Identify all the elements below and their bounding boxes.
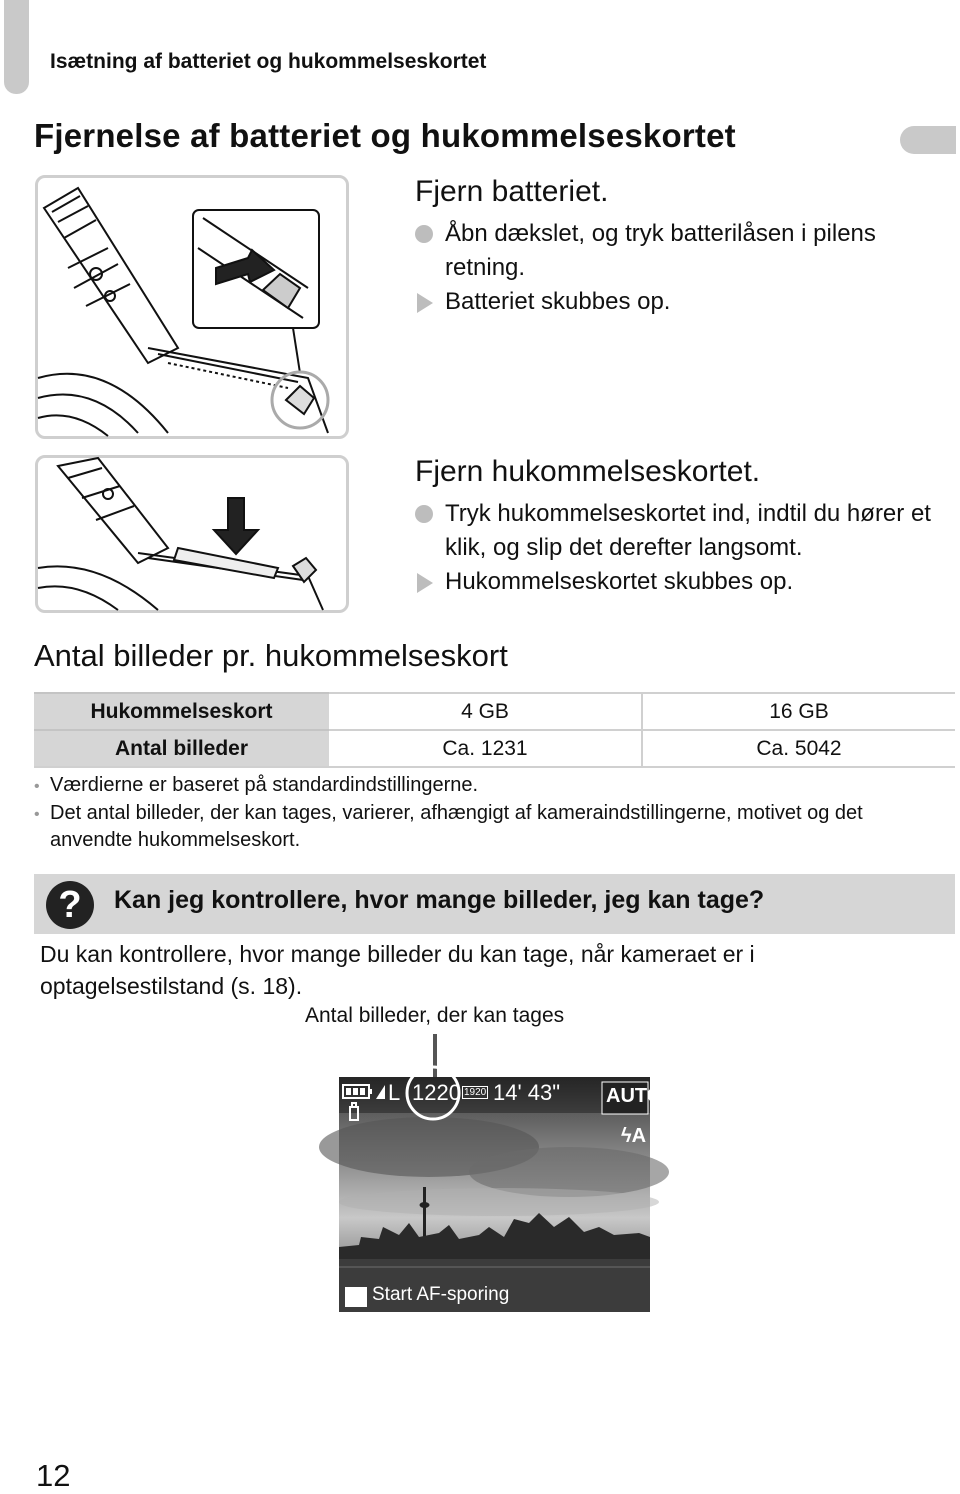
battery-removal-illustration: [35, 175, 349, 439]
table-cell: Ca. 1231: [329, 730, 642, 767]
note-text: Værdierne er baseret på standardindstillingerne.: [50, 774, 479, 796]
capacity-table: [34, 692, 955, 768]
section-header: Isætning af batteriet og hukommelseskortet: [50, 50, 487, 73]
af-tracking-hint: Start AF-sporing: [372, 1284, 510, 1305]
capacity-notes: [34, 772, 949, 854]
step-2-action: [415, 497, 960, 565]
step-2-action-text: Tryk hukommelseskortet ind, indtil du hører et klik, og slip det derefter langsomt.: [445, 500, 931, 561]
page-title: Fjernelse af batteriet og hukommelseskortet: [34, 117, 736, 154]
table-cell: Ca. 5042: [642, 730, 955, 767]
table-row: [34, 693, 955, 730]
table-header-cell: Antal billeder: [34, 730, 329, 767]
step-1-result-text: Batteriet skubbes op.: [445, 288, 671, 315]
step-1-action: [415, 217, 955, 285]
note-text: Det antal billeder, der kan tages, varierer, afhængigt af kameraindstillingerne, motivet og det anvendte hukommelseskort.: [50, 802, 863, 851]
callout-leader-line: [433, 1034, 437, 1078]
step-1-action-text: Åbn dækslet, og tryk batterilåsen i pilens retning.: [445, 220, 876, 281]
faq-question: Kan jeg kontrollere, hvor mange billeder, jeg kan tage?: [114, 886, 765, 914]
flash-auto-icon: ϟA: [621, 1125, 647, 1147]
step-1: [415, 175, 955, 319]
step-2-title: Fjern hukommelseskortet.: [415, 455, 761, 488]
result-arrow-icon: [417, 293, 433, 313]
bullet-icon: •: [34, 778, 40, 795]
screen-callout-caption: Antal billeder, der kan tages: [305, 1004, 565, 1027]
result-arrow-icon: [417, 573, 433, 593]
step-2-result-text: Hukommelseskortet skubbes op.: [445, 568, 794, 595]
page-tab-marker: [4, 0, 29, 94]
bullet-dot-icon: [415, 225, 433, 243]
camera-screen: [339, 1077, 663, 1312]
table-cell: 4 GB: [329, 693, 642, 730]
table-row: [34, 730, 955, 767]
title-pill-marker: [900, 126, 956, 154]
movie-quality-icon: 1920: [464, 1087, 487, 1098]
step-2: [415, 455, 960, 599]
capacity-section-title: Antal billeder pr. hukommelseskort: [34, 638, 508, 673]
faq-answer: Du kan kontrollere, hvor mange billeder du kan tage, når kameraet er i optagelsestilstand (s. 18).: [40, 941, 755, 999]
auto-mode-icon: AUTO: [606, 1085, 663, 1107]
shots-remaining: 1220: [412, 1080, 461, 1105]
table-header-cell: Hukommelseskort: [34, 693, 329, 730]
step-2-result: [415, 565, 960, 599]
bullet-icon: •: [34, 806, 40, 823]
step-1-title: Fjern batteriet.: [415, 175, 609, 208]
recording-time: 14' 43": [493, 1080, 561, 1105]
card-removal-illustration: [35, 455, 349, 613]
image-size-indicator: L: [388, 1080, 401, 1105]
list-item: [34, 772, 949, 800]
page-number: 12: [36, 1458, 71, 1493]
bullet-dot-icon: [415, 505, 433, 523]
table-cell: 16 GB: [642, 693, 955, 730]
question-icon: ?: [46, 881, 94, 929]
list-item: [34, 800, 949, 854]
step-1-result: [415, 285, 955, 319]
